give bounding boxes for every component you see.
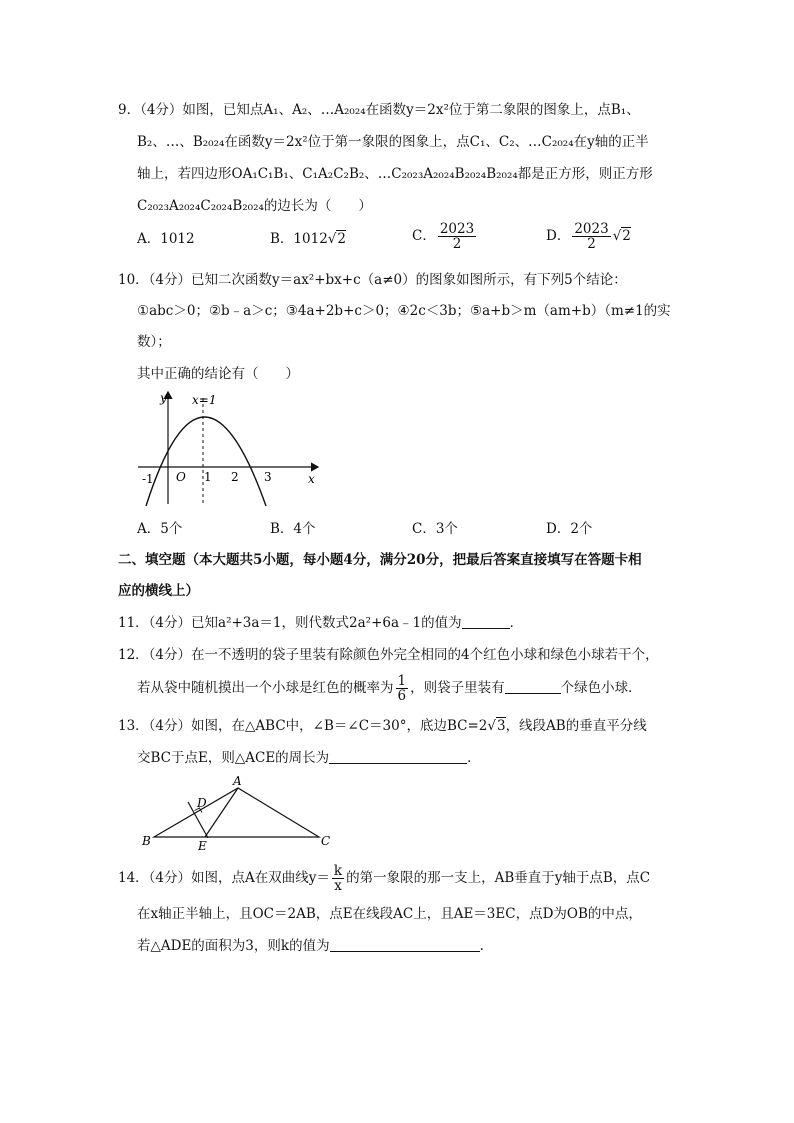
- label-b: B: [142, 834, 151, 848]
- q13-line-1: 13．（4分）如图，在△ABC中，∠B＝∠C＝30°，底边BC=2√3，线段AB的垂直平分线: [118, 718, 647, 734]
- q9-line-2: B₂、…、B₂₀₂₄在函数y＝2x²位于第一象限的图象上，点C₁、C₂、…C₂₀₂₄在y轴的正半: [137, 134, 649, 150]
- q9-line-3: 轴上，若四边形OA₁C₁B₁、C₁A₂C₂B₂、…C₂₀₂₃A₂₀₂₄B₂₀₂₄B₂₀₂₄都是正方形，则正方形: [137, 166, 653, 182]
- q9-option-d-prefix: D．: [546, 228, 571, 244]
- section-2-heading-line-1: 二、填空题（本大题共5小题，每小题4分，满分20分，把最后答案直接填写在答题卡相: [118, 552, 642, 568]
- q14-answer-blank[interactable]: [330, 937, 480, 952]
- q11-text-end: ．: [509, 615, 524, 631]
- q10-option-a: A．5个: [137, 521, 183, 537]
- q9-line-4: C₂₀₂₃A₂₀₂₄C₂₀₂₄B₂₀₂₄的边长为（ ）: [137, 198, 372, 214]
- q14-text-1: 14．（4分）如图，点A在双曲线y＝: [118, 870, 330, 886]
- q10-parabola-graph: [130, 388, 330, 508]
- q9-option-c-denominator: 2: [452, 236, 462, 252]
- q14-fraction-numerator: k: [333, 863, 343, 879]
- symmetry-axis-label: x=1: [192, 393, 217, 407]
- label-a: A: [233, 774, 242, 788]
- q10-option-c: C．3个: [412, 521, 458, 537]
- q14-text-2: 的第一象限的那一支上，AB垂直于y轴于点B，点C: [346, 870, 651, 886]
- q13-text-2: ，线段AB的垂直平分线: [505, 718, 647, 734]
- tick-label-2: 2: [231, 470, 239, 484]
- q9-option-d-radicand: 2: [622, 228, 631, 244]
- label-e: E: [198, 839, 207, 852]
- q9-option-c-prefix: C．: [412, 228, 436, 244]
- q10-line-4: 其中正确的结论有（ ）: [137, 366, 299, 382]
- q9-line-1: 9．（4分）如图，已知点A₁、A₂、…A₂₀₂₄在函数y＝2x²位于第二象限的图象上，点B₁、: [118, 102, 640, 118]
- q10-option-b: B．4个: [270, 521, 316, 537]
- q12-text-1: 若从袋中随机摸出一个小球是红色的概率为: [137, 680, 394, 696]
- section-2-heading-line-2: 应的横线上）: [118, 583, 199, 599]
- tick-label-1: 1: [204, 470, 212, 484]
- q10-line-1: 10．（4分）已知二次函数y＝ax²+bx+c（a≠0）的图象如图所示，有下列5个结论：: [118, 272, 627, 288]
- q12-line-1: 12．（4分）在一不透明的袋子里装有除颜色外完全相同的4个红色小球和绿色小球若干个，: [118, 647, 659, 663]
- origin-label: O: [176, 470, 186, 484]
- q13-radicand: 3: [496, 718, 506, 734]
- x-axis-label: x: [308, 472, 315, 486]
- q14-line-2: 在x轴正半轴上，且OC＝2AB，点E在线段AC上，且AE＝3EC，点D为OB的中点，: [137, 906, 642, 922]
- tick-label-neg1: -1: [142, 472, 154, 486]
- q11-text: 11．（4分）已知a²+3a＝1，则代数式2a²+6a﹣1的值为: [118, 615, 462, 631]
- q10-line-3: 数）；: [137, 334, 171, 350]
- q12-fraction-denominator: 6: [397, 688, 407, 704]
- segment-ae: [205, 788, 238, 837]
- q13-triangle-figure: [134, 772, 334, 852]
- triangle-abc: [154, 788, 319, 837]
- q14-text-4: ．: [479, 938, 494, 954]
- q9-option-c: [412, 222, 478, 251]
- q12-text-3: 个绿色小球．: [560, 680, 642, 696]
- tick-label-3: 3: [264, 470, 272, 484]
- q13-answer-blank[interactable]: [329, 749, 467, 764]
- q9-option-b-radicand: 2: [337, 231, 346, 247]
- q14-text-3: 若△ADE的面积为3，则k的值为: [137, 938, 330, 954]
- q12-answer-blank[interactable]: [505, 679, 561, 694]
- q10-option-d: D．2个: [546, 521, 593, 537]
- q9-option-d-numerator: 2023: [574, 221, 609, 237]
- q9-option-b: B．1012√2: [270, 231, 346, 247]
- q14-line-1: [118, 864, 650, 893]
- q10-line-2: ①abc＞0；②b﹣a＞c；③4a+2b+c＞0；④2c＜3b；⑤a+b＞m（am+b）（m≠1的实: [137, 303, 671, 319]
- label-c: C: [321, 834, 331, 848]
- q12-text-2: ，则袋子里装有: [410, 680, 505, 696]
- y-axis-label: y: [160, 391, 167, 405]
- q13-line-2: [137, 748, 481, 768]
- q9-option-a: A．1012: [137, 231, 195, 247]
- q12-fraction-numerator: 1: [397, 673, 407, 689]
- q11-answer-blank[interactable]: [462, 614, 510, 629]
- q13-text-4: ．: [467, 750, 481, 766]
- q9-option-d: D． $\frac{2023}{2}$ √2: [546, 221, 631, 252]
- label-d: D: [197, 796, 207, 810]
- q9-option-d-denominator: 2: [587, 236, 596, 252]
- q14-fraction-denominator: x: [334, 878, 342, 894]
- q13-text-3: 交BC于点E，则△ACE的周长为: [137, 750, 330, 766]
- q11-line: [118, 613, 523, 633]
- q9-option-b-prefix: B．1012: [270, 231, 328, 247]
- parabola-curve: [146, 417, 266, 506]
- q12-line-2: [137, 674, 642, 703]
- q14-line-3: [137, 936, 493, 956]
- q9-option-c-numerator: 2023: [439, 221, 475, 237]
- q13-text-1: 13．（4分）如图，在△ABC中，∠B＝∠C＝30°，底边BC=2: [118, 718, 488, 734]
